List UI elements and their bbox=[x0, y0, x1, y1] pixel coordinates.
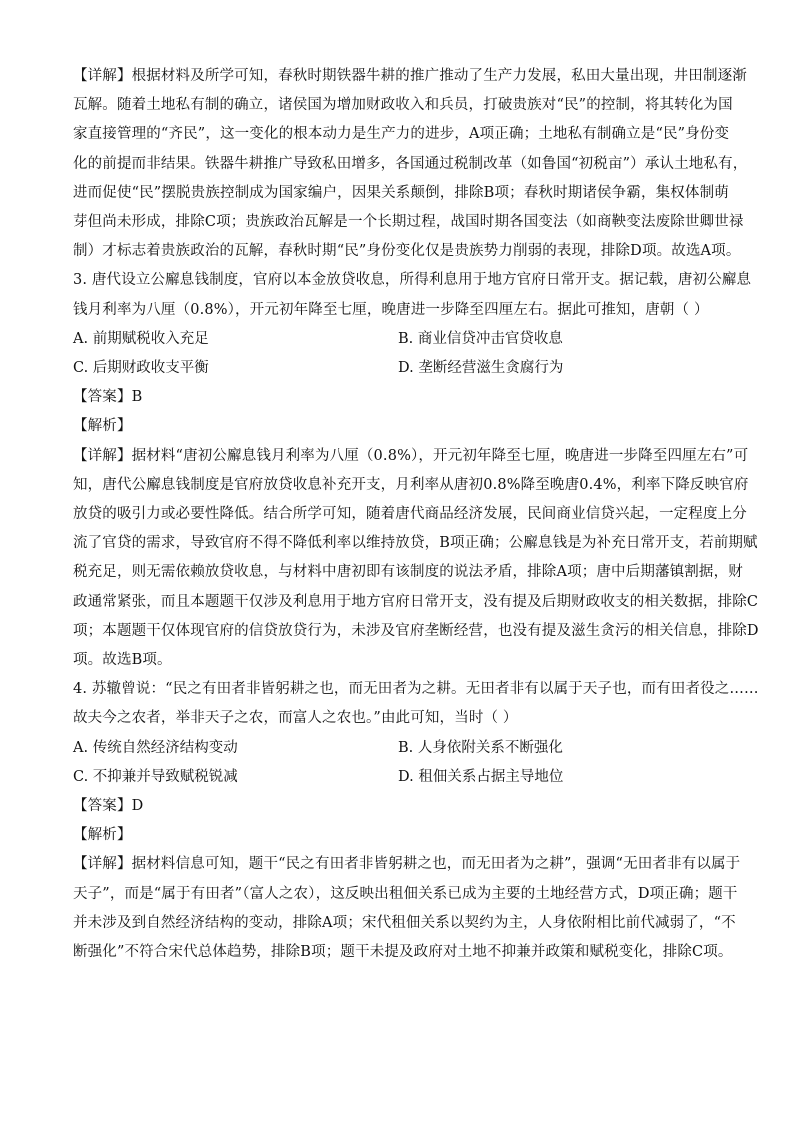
text-line: 家直接管理的“齐民”，这一变化的根本动力是生产力的进步，A项正确；土地私有制确立是“民”身份变 bbox=[73, 126, 730, 143]
text-line: 【详解】据材料“唐初公廨息钱月利率为八厘（0.8%），开元初年降至七厘，晚唐进一步降至四厘左右”可 bbox=[73, 447, 749, 464]
question-4-options-row-2 bbox=[73, 763, 723, 792]
text-line: 制）才标志着贵族政治的瓦解，春秋时期“民”身份变化仅是贵族势力削弱的表现，排除D项。故选A项。 bbox=[73, 243, 741, 260]
question-4-detail bbox=[73, 850, 741, 967]
text-line: 化的前提而非结果。铁器牛耕推广导致私田增多，各国通过税制改革（如鲁国“初税亩”）承认土地私有， bbox=[73, 155, 748, 172]
text-line: 【详解】根据材料及所学可知，春秋时期铁器牛耕的推广推动了生产力发展，私田大量出现，井田制逐渐 bbox=[73, 68, 747, 84]
question-3-detail bbox=[73, 442, 759, 676]
option-c: C. 不抑兼并导致赋税锐减 bbox=[73, 768, 238, 785]
option-b: B. 商业信贷冲击官贷收息 bbox=[398, 330, 563, 347]
text-line: 【详解】据材料信息可知，题干“民之有田者非皆躬耕之也，而无田者为之耕”，强调“无田者非有以属于 bbox=[73, 856, 741, 873]
answer-label: 【答案】D bbox=[73, 798, 144, 815]
option-a: A. 传统自然经济结构变动 bbox=[73, 739, 238, 756]
text-line: 断强化”不符合宋代总体趋势，排除B项；题干未提及政府对土地不抑兼并政策和赋税变化，排除C项。 bbox=[73, 944, 733, 961]
document-page bbox=[73, 62, 759, 967]
text-line: 3. 唐代设立公廨息钱制度，官府以本金放贷收息，所得利息用于地方官府日常开支。据记载，唐初公廨息 bbox=[73, 272, 752, 289]
text-line: 钱月利率为八厘（0.8%），开元初年降至七厘，晚唐进一步降至四厘左右。据此可推知，唐朝（ ） bbox=[73, 301, 709, 318]
analysis-label: 【解析】 bbox=[73, 827, 132, 844]
question-4-stem bbox=[73, 675, 759, 733]
question-4-options-row-1 bbox=[73, 734, 723, 763]
text-line: 政通常紧张，而且本题题干仅涉及利息用于地方官府日常开支，没有提及后期财政收支的相关数据，排除C bbox=[73, 593, 759, 610]
question-4-answer bbox=[73, 792, 723, 850]
option-c: C. 后期财政收支平衡 bbox=[73, 360, 209, 377]
analysis-label: 【解析】 bbox=[73, 418, 132, 435]
text-line: 4. 苏辙曾说：“民之有田者非皆躬耕之也，而无田者为之耕。无田者非有以属于天子也，而有田者役之…… bbox=[73, 681, 759, 698]
question-3-answer bbox=[73, 383, 723, 441]
q2-detail-paragraph bbox=[73, 62, 748, 266]
text-line: 税充足，则无需依赖放贷收息，与材料中唐初即有该制度的说法矛盾，排除A项；唐中后期藩镇割据，财 bbox=[73, 564, 743, 581]
text-line: 芽但尚未形成，排除C项；贵族政治瓦解是一个长期过程，战国时期各国变法（如商鞅变法废除世卿世禄 bbox=[73, 214, 744, 231]
text-line: 放贷的吸引力或必要性降低。结合所学可知，随着唐代商品经济发展，民间商业信贷兴起，一定程度上分 bbox=[73, 506, 747, 523]
text-line: 项；本题题干仅体现官府的信贷放贷行为，未涉及官府垄断经营，也没有提及滋生贪污的相关信息，排除D bbox=[73, 622, 759, 639]
text-line: 知，唐代公廨息钱制度是官府放贷收息补充开支，月利率从唐初0.8%降至晚唐0.4%，利率下降反映官府 bbox=[73, 476, 749, 493]
text-line: 故夫今之农者，举非天子之农，而富人之农也。”由此可知，当时（ ） bbox=[73, 710, 518, 727]
question-3-stem bbox=[73, 266, 752, 324]
text-line: 项。故选B项。 bbox=[73, 652, 172, 669]
question-3-options-row-2 bbox=[73, 354, 723, 383]
answer-label: 【答案】B bbox=[73, 389, 143, 406]
text-line: 流了官贷的需求，导致官府不得不降低利率以维持放贷，B项正确；公廨息钱是为补充日常开支，若前期赋 bbox=[73, 535, 758, 552]
option-a: A. 前期赋税收入充足 bbox=[73, 330, 209, 347]
text-line: 并未涉及到自然经济结构的变动，排除A项；宋代租佃关系以契约为主，人身依附相比前代减弱了，“不 bbox=[73, 914, 736, 931]
text-line: 进而促使“民”摆脱贵族控制成为国家编户，因果关系颠倒，排除B项；春秋时期诸侯争霸，集权体制萌 bbox=[73, 184, 729, 201]
option-d: D. 垄断经营滋生贪腐行为 bbox=[398, 360, 564, 377]
text-line: 瓦解。随着土地私有制的确立，诸侯国为增加财政收入和兵员，打破贵族对“民”的控制，将其转化为国 bbox=[73, 97, 733, 114]
question-3-options-row-1 bbox=[73, 325, 723, 354]
option-b: B. 人身依附关系不断强化 bbox=[398, 739, 563, 756]
option-d: D. 租佃关系占据主导地位 bbox=[398, 768, 564, 785]
text-line: 天子”，而是“属于有田者”（富人之农），这反映出租佃关系已成为主要的土地经营方式，D项正确；题干 bbox=[73, 885, 738, 902]
